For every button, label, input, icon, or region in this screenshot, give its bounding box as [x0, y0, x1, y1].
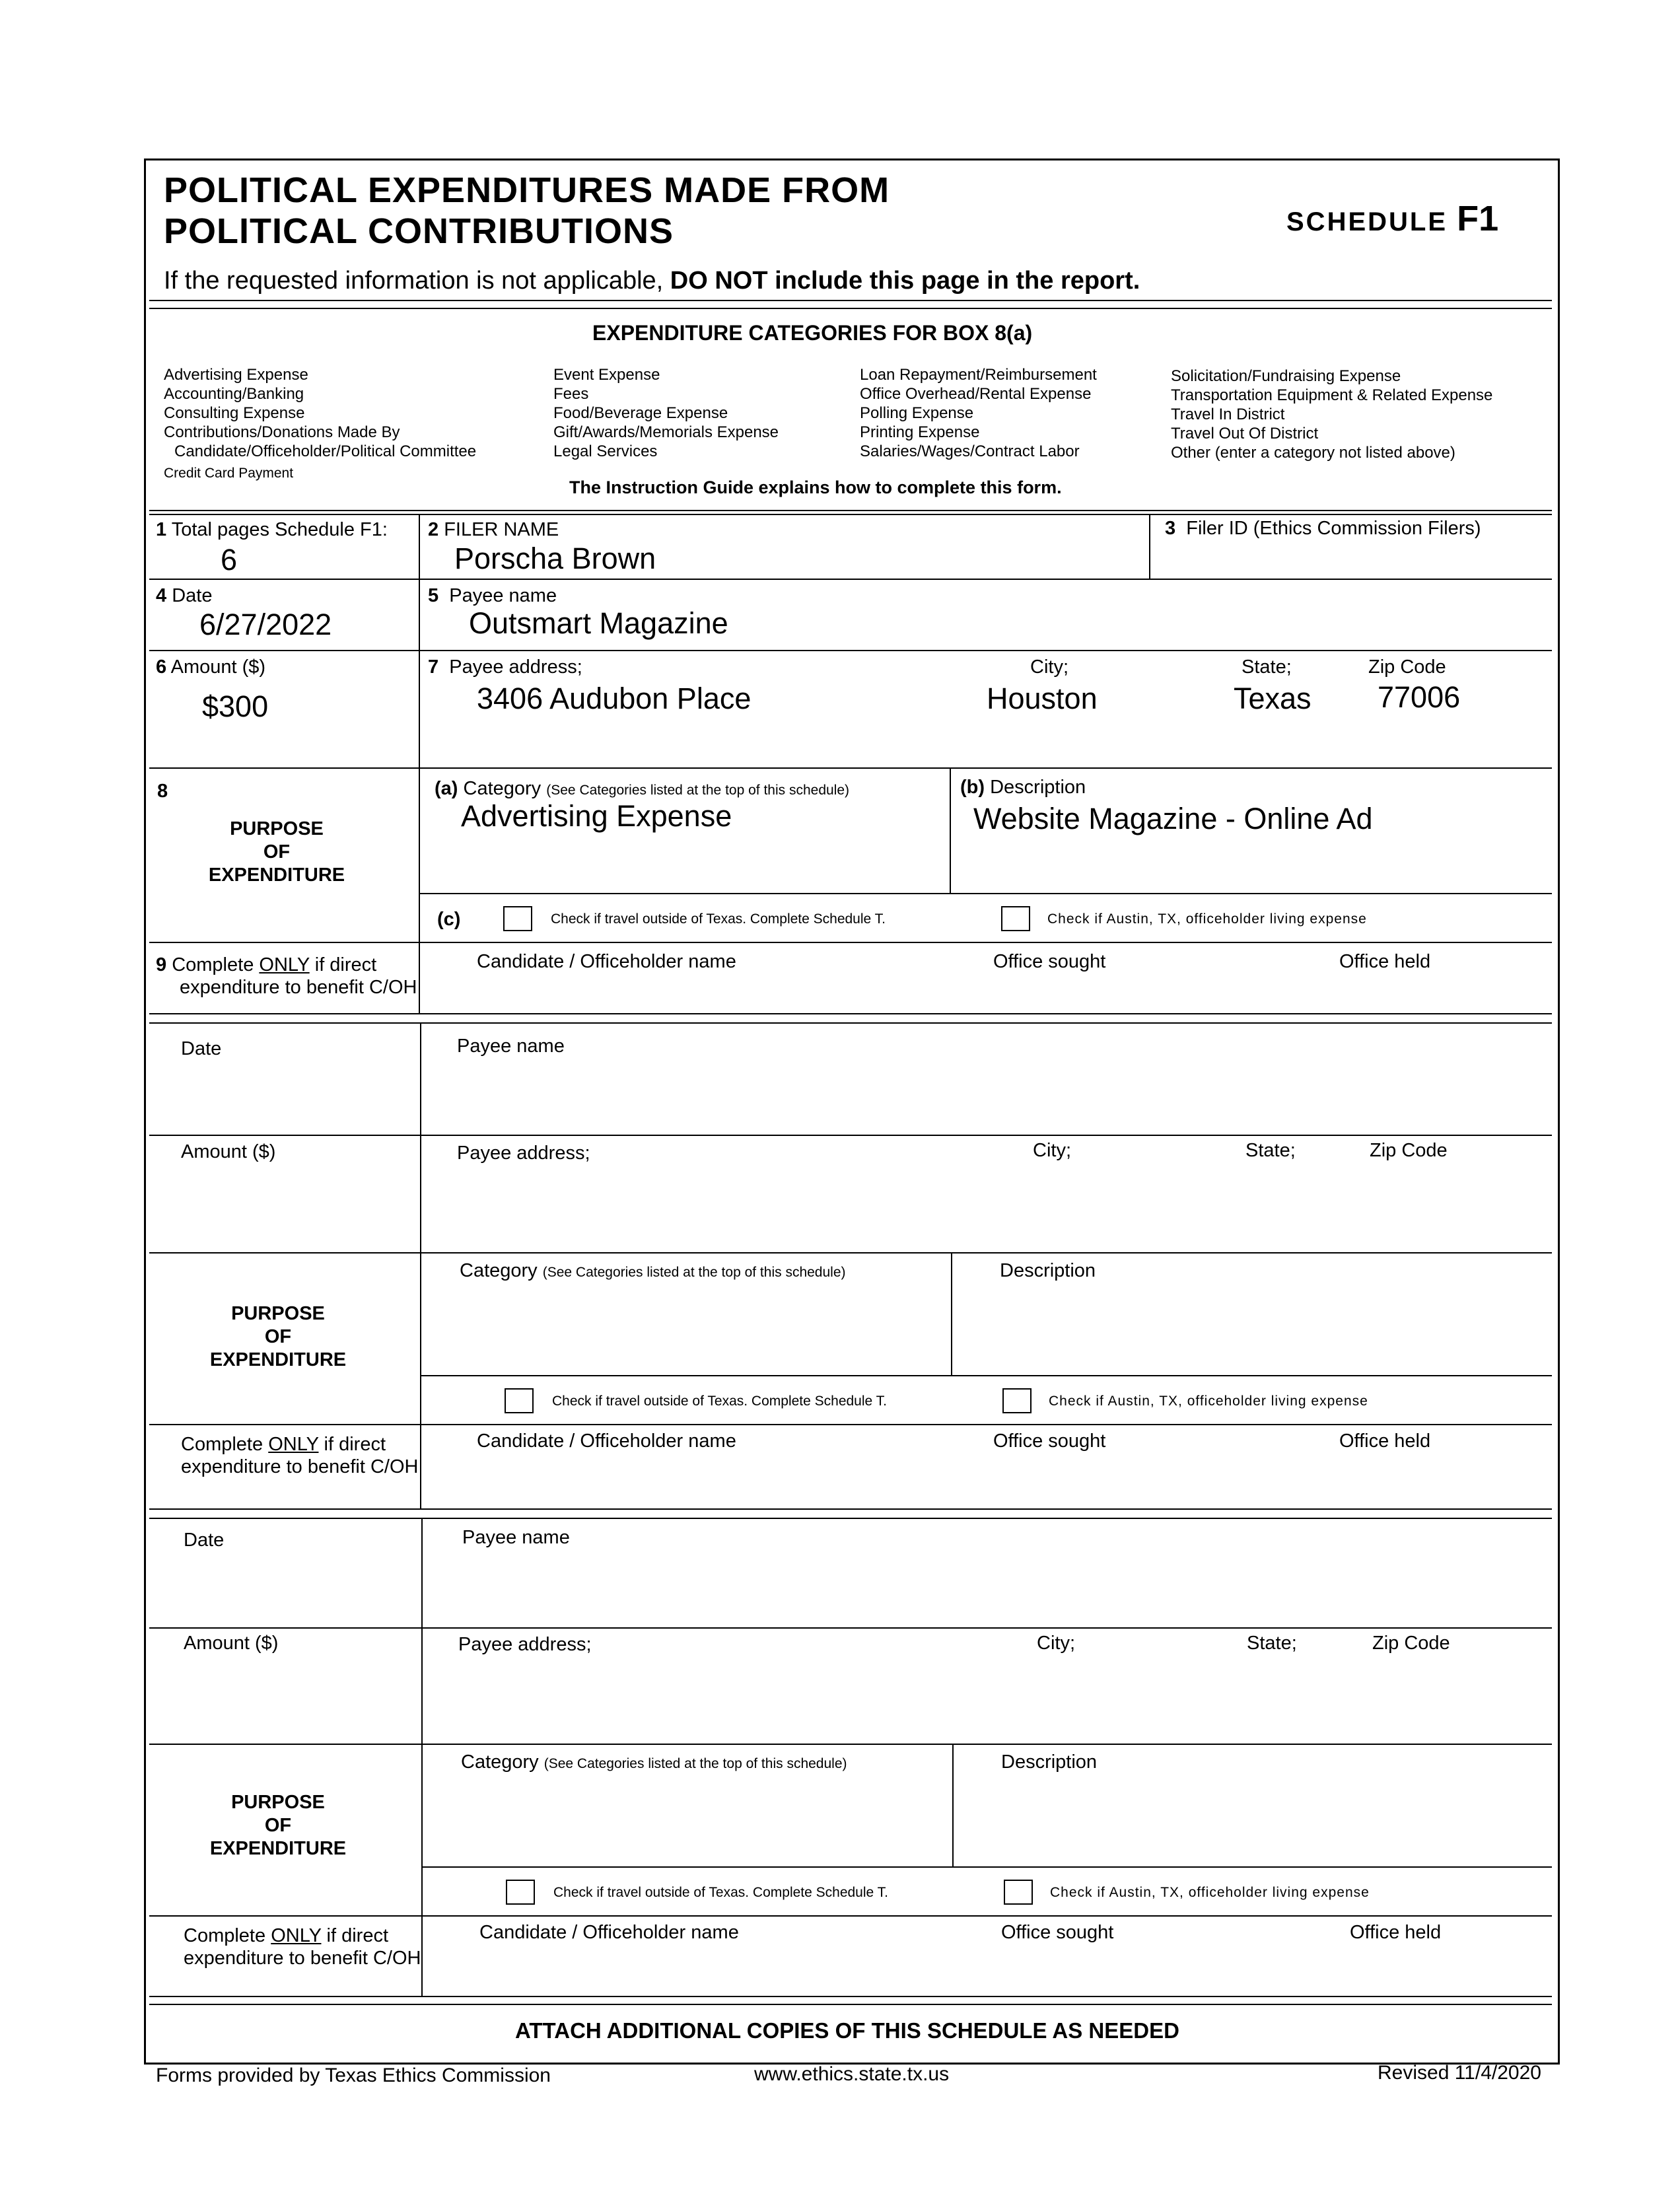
state-value: Texas — [1234, 682, 1312, 715]
austin-living-expense-checkbox[interactable] — [1002, 1388, 1032, 1413]
travel-outside-texas-checkbox[interactable] — [503, 906, 532, 931]
filer-name-value: Porscha Brown — [454, 542, 656, 575]
attach-copies-note: ATTACH ADDITIONAL COPIES OF THIS SCHEDULE AS NEEDED — [515, 2018, 1179, 2043]
category-list-col2: Event Expense Fees Food/Beverage Expense Gift/Awards/Memorials Expense Legal Services — [553, 366, 779, 460]
column-divider — [952, 1744, 954, 1866]
footer-website-link[interactable]: www.ethics.state.tx.us — [754, 2063, 950, 2085]
divider — [149, 579, 1552, 580]
schedule-label: SCHEDULE F1 — [1286, 199, 1499, 238]
office-held-label: Office held — [1339, 951, 1431, 972]
purpose-of-expenditure: PURPOSE OF EXPENDITURE — [208, 818, 345, 886]
category-value: Advertising Expense — [461, 799, 732, 833]
austin-living-expense-label: Check if Austin, TX, officeholder living expense — [1047, 911, 1367, 927]
description-label: (b) Description — [960, 777, 1086, 798]
office-sought-label: Office sought — [1001, 1922, 1114, 1943]
divider — [420, 893, 1552, 894]
payee-address-label: Payee address; — [457, 1143, 590, 1164]
column-divider — [419, 514, 420, 1013]
zip-value: 77006 — [1378, 680, 1461, 714]
amount-label: Amount ($) — [184, 1633, 279, 1654]
travel-outside-texas-label: Check if travel outside of Texas. Complete Schedule T. — [552, 1394, 887, 1409]
state-label: State; — [1247, 1633, 1297, 1654]
not-applicable-note: If the requested information is not applicable, DO NOT include this page in the report. — [164, 267, 1140, 295]
column-divider — [950, 767, 951, 893]
divider — [149, 1022, 1552, 1024]
austin-living-expense-checkbox[interactable] — [1004, 1880, 1033, 1905]
date-value: 6/27/2022 — [199, 608, 332, 641]
divider — [149, 300, 1552, 301]
column-divider — [1149, 514, 1150, 579]
travel-outside-texas-checkbox[interactable] — [505, 1388, 534, 1413]
payee-name-label: 5 Payee name — [428, 585, 557, 606]
divider — [149, 942, 1552, 943]
divider — [149, 2004, 1552, 2005]
divider — [149, 1252, 1552, 1254]
filer-name-label: 2 FILER NAME — [428, 519, 559, 540]
city-label: City; — [1033, 1140, 1071, 1161]
category-label: (a) Category (See Categories listed at the top of this schedule) — [435, 778, 850, 799]
purpose-number: 8 — [157, 781, 168, 802]
divider — [149, 1508, 1552, 1510]
date-label: Date — [184, 1530, 225, 1551]
zip-label: Zip Code — [1372, 1633, 1450, 1654]
amount-label: Amount ($) — [181, 1141, 276, 1162]
divider — [423, 1866, 1552, 1868]
divider — [149, 308, 1552, 309]
travel-outside-texas-label: Check if travel outside of Texas. Complete Schedule T. — [553, 1885, 888, 1900]
payee-name-label: Payee name — [462, 1527, 570, 1548]
payee-name-label: Payee name — [457, 1036, 565, 1057]
divider — [149, 1996, 1552, 1997]
form-title-line2: POLITICAL CONTRIBUTIONS — [164, 211, 674, 251]
category-list-col3: Loan Repayment/Reimbursement Office Overhead/Rental Expense Polling Expense Printing Expense Salaries/Wages/Contract Labor — [860, 366, 1097, 460]
candidate-name-label: Candidate / Officeholder name — [477, 1431, 736, 1452]
travel-outside-texas-label: Check if travel outside of Texas. Complete Schedule T. — [551, 911, 886, 927]
description-value: Website Magazine - Online Ad — [973, 802, 1373, 835]
date-label: Date — [181, 1038, 222, 1059]
category-label: Category (See Categories listed at the top of this schedule) — [460, 1260, 846, 1281]
divider — [149, 1518, 1552, 1519]
divider — [149, 1915, 1552, 1917]
total-pages-label: 1 Total pages Schedule F1: — [156, 519, 388, 540]
zip-label: Zip Code — [1368, 656, 1446, 678]
candidate-name-label: Candidate / Officeholder name — [477, 951, 736, 972]
purpose-of-expenditure: PURPOSE OF EXPENDITURE — [209, 1792, 347, 1859]
description-label: Description — [1001, 1751, 1098, 1773]
payee-address-label: Payee address; — [458, 1634, 592, 1655]
austin-living-expense-checkbox[interactable] — [1001, 906, 1030, 931]
divider — [149, 510, 1552, 511]
divider — [149, 1424, 1552, 1425]
form-title-line1: POLITICAL EXPENDITURES MADE FROM — [164, 170, 890, 210]
austin-living-expense-label: Check if Austin, TX, officeholder living expense — [1049, 1394, 1368, 1409]
divider — [421, 1375, 1552, 1376]
payee-address-label: 7 Payee address; — [428, 656, 582, 678]
categories-heading: EXPENDITURE CATEGORIES FOR BOX 8(a) — [592, 321, 1033, 345]
office-held-label: Office held — [1350, 1922, 1442, 1943]
footer-revision: Revised 11/4/2020 — [1378, 2062, 1541, 2084]
divider — [149, 514, 1552, 515]
column-divider — [421, 1518, 423, 1996]
divider — [149, 1627, 1552, 1629]
footer-provider: Forms provided by Texas Ethics Commission — [156, 2065, 551, 2086]
category-label: Category (See Categories listed at the top of this schedule) — [461, 1751, 847, 1773]
austin-living-expense-label: Check if Austin, TX, officeholder living expense — [1050, 1885, 1370, 1900]
direct-expenditure-note: Complete ONLY if direct expenditure to benefit C/OH — [181, 1434, 419, 1477]
travel-outside-texas-checkbox[interactable] — [506, 1880, 535, 1905]
divider — [149, 650, 1552, 651]
purpose-of-expenditure: PURPOSE OF EXPENDITURE — [209, 1303, 347, 1370]
divider — [149, 1744, 1552, 1745]
total-pages-value: 6 — [221, 543, 238, 577]
zip-label: Zip Code — [1370, 1140, 1448, 1161]
divider — [149, 1135, 1552, 1136]
column-divider — [420, 1022, 421, 1508]
city-value: Houston — [987, 682, 1098, 715]
state-label: State; — [1242, 656, 1292, 678]
payee-address-value: 3406 Audubon Place — [477, 682, 752, 715]
direct-expenditure-note: 9 Complete ONLY if direct expenditure to benefit C/OH — [156, 954, 417, 998]
checkbox-section-label: (c) — [437, 909, 461, 930]
city-label: City; — [1037, 1633, 1075, 1654]
office-sought-label: Office sought — [993, 1431, 1106, 1452]
office-sought-label: Office sought — [993, 951, 1106, 972]
candidate-name-label: Candidate / Officeholder name — [479, 1922, 739, 1943]
filer-id-label: 3 Filer ID (Ethics Commission Filers) — [1165, 518, 1481, 539]
column-divider — [951, 1252, 952, 1375]
office-held-label: Office held — [1339, 1431, 1431, 1452]
category-list-col4: Solicitation/Fundraising Expense Transportation Equipment & Related Expense Travel In District Travel Out Of District Other (enter a category not listed above) — [1171, 367, 1493, 462]
state-label: State; — [1245, 1140, 1296, 1161]
instruction-note: The Instruction Guide explains how to complete this form. — [569, 477, 1062, 497]
amount-label: 6 Amount ($) — [156, 656, 266, 678]
direct-expenditure-note: Complete ONLY if direct expenditure to benefit C/OH — [184, 1925, 421, 1969]
divider — [149, 767, 1552, 769]
category-list-col1: Advertising Expense Accounting/Banking Consulting Expense Contributions/Donations Made By Candidate/Officeholder/Political Committee Credit Card Payment — [164, 366, 477, 481]
schedule-code: F1 — [1457, 199, 1499, 238]
amount-value: $300 — [202, 689, 269, 723]
divider — [149, 1013, 1552, 1014]
date-label: 4 Date — [156, 585, 213, 606]
city-label: City; — [1030, 656, 1068, 678]
description-label: Description — [1000, 1260, 1096, 1281]
payee-name-value: Outsmart Magazine — [469, 606, 728, 640]
